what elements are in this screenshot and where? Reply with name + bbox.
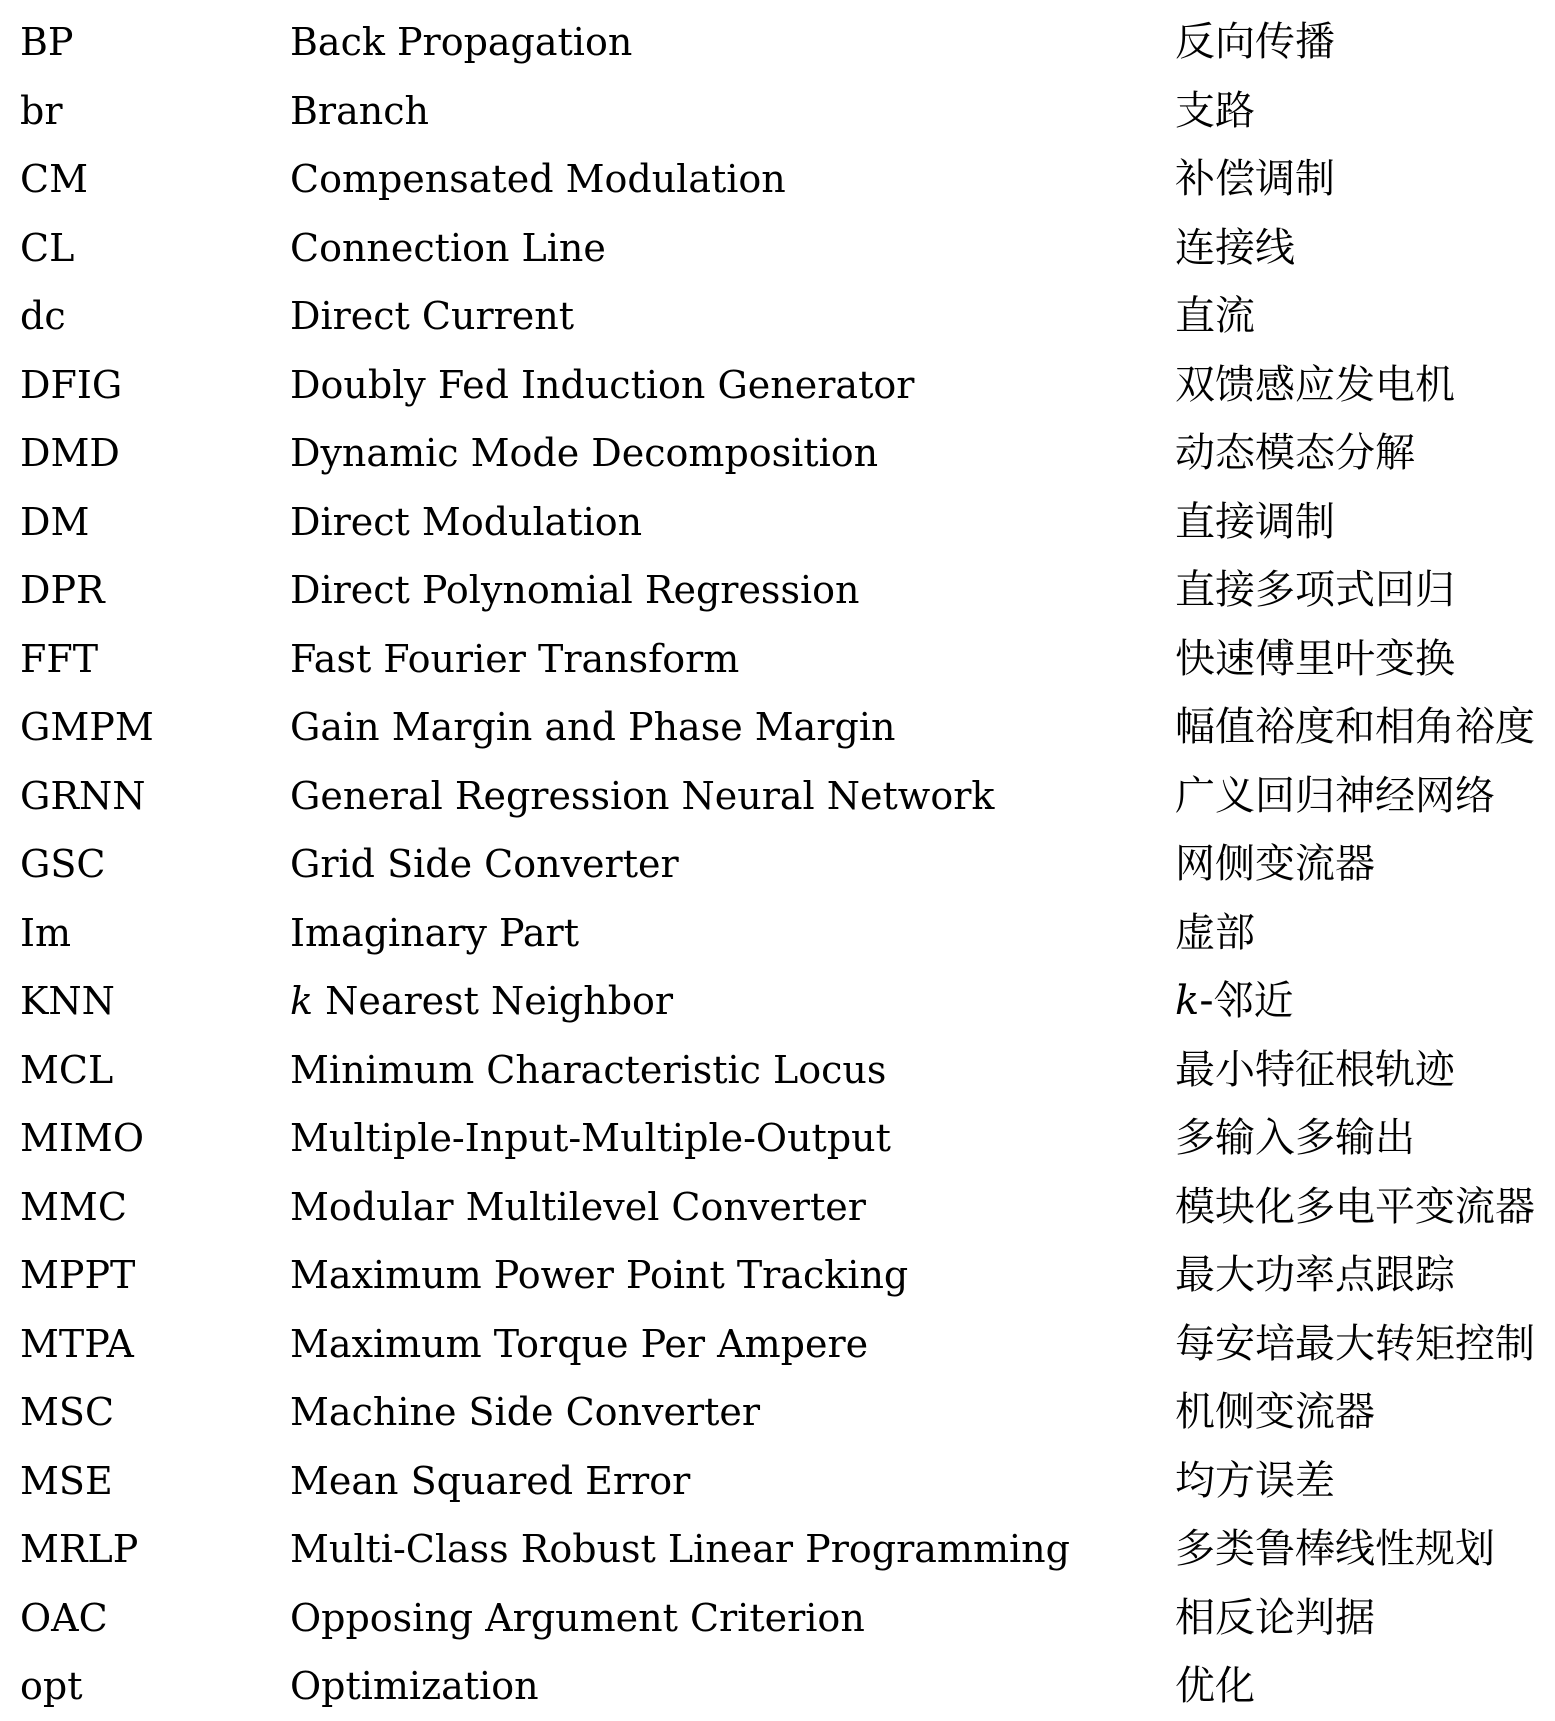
- abbreviation-cell: MSC: [20, 1390, 115, 1434]
- full-name-cell: Modular Multilevel Converter: [290, 1184, 866, 1229]
- full-name-cell: Imaginary Part: [290, 910, 579, 955]
- chinese-term-cell: 均方误差: [1175, 1457, 1335, 1504]
- table-row: [20, 1241, 1550, 1310]
- abbreviation-cell: MSE: [20, 1458, 113, 1503]
- full-name-cell: Maximum Power Point Tracking: [290, 1253, 909, 1297]
- table-row: [20, 556, 1550, 625]
- table-row: [20, 1173, 1550, 1242]
- table-row: [20, 693, 1550, 762]
- table-row: [20, 967, 1550, 1036]
- table-row: [20, 830, 1550, 899]
- full-name-cell: Minimum Characteristic Locus: [290, 1047, 887, 1092]
- table-row: [20, 1584, 1550, 1653]
- abbreviation-cell: BP: [20, 20, 74, 64]
- chinese-term-cell: 网侧变流器: [1175, 841, 1375, 887]
- abbreviation-cell: MCL: [20, 1047, 114, 1092]
- chinese-term-cell: 连接线: [1175, 224, 1295, 271]
- chinese-term-cell: 双馈感应发电机: [1175, 361, 1455, 408]
- abbreviation-cell: CM: [20, 157, 88, 201]
- chinese-term-cell: 优化: [1175, 1663, 1255, 1709]
- table-row: [20, 1104, 1550, 1173]
- chinese-term-cell: 支路: [1175, 87, 1255, 134]
- chinese-term-cell: 直接调制: [1175, 498, 1335, 545]
- chinese-term-cell: 幅值裕度和相角裕度: [1175, 704, 1535, 750]
- chinese-term-cell: [1175, 967, 1294, 1036]
- full-name-cell: Doubly Fed Induction Generator: [290, 362, 915, 407]
- table-row: [20, 625, 1550, 694]
- full-name-cell: Grid Side Converter: [290, 842, 679, 886]
- abbreviation-cell: DM: [20, 499, 90, 544]
- full-name-cell: [290, 967, 673, 1036]
- full-name-cell: Compensated Modulation: [290, 157, 786, 201]
- abbreviation-cell: GSC: [20, 842, 106, 886]
- table-row: [20, 899, 1550, 968]
- chinese-term-cell: 模块化多电平变流器: [1175, 1183, 1535, 1230]
- chinese-term-cell: 多类鲁棒线性规划: [1175, 1526, 1495, 1572]
- abbreviation-cell: MRLP: [20, 1527, 139, 1571]
- full-name-cell: Gain Margin and Phase Margin: [290, 705, 896, 749]
- abbreviation-cell: GRNN: [20, 773, 146, 818]
- chinese-term-cell: 虚部: [1175, 909, 1255, 956]
- table-row: [20, 8, 1550, 77]
- full-name-text: Nearest Neighbor: [313, 979, 674, 1023]
- table-row: [20, 77, 1550, 146]
- full-name-cell: Direct Current: [290, 294, 575, 338]
- abbreviation-cell: KNN: [20, 979, 115, 1023]
- table-row: [20, 145, 1550, 214]
- full-name-cell: Dynamic Mode Decomposition: [290, 431, 879, 475]
- abbreviation-cell: MIMO: [20, 1116, 144, 1160]
- abbreviation-cell: DPR: [20, 568, 105, 612]
- full-name-cell: Connection Line: [290, 225, 606, 270]
- chinese-term-cell: 动态模态分解: [1175, 430, 1415, 476]
- chinese-term-cell: 快速傅里叶变换: [1175, 635, 1455, 682]
- table-row: [20, 1378, 1550, 1447]
- chinese-term-cell: 机侧变流器: [1175, 1389, 1375, 1435]
- chinese-term-cell: 反向传播: [1175, 19, 1335, 65]
- chinese-term-cell: 直流: [1175, 293, 1255, 339]
- italic-variable: k: [290, 979, 314, 1023]
- chinese-term-cell: 最大功率点跟踪: [1175, 1252, 1455, 1298]
- abbreviation-cell: Im: [20, 910, 72, 955]
- table-row: [20, 762, 1550, 831]
- full-name-cell: Maximum Torque Per Ampere: [290, 1321, 869, 1366]
- abbreviation-cell: DMD: [20, 431, 120, 475]
- table-row: [20, 282, 1550, 351]
- table-row: [20, 488, 1550, 557]
- abbreviation-cell: OAC: [20, 1595, 108, 1640]
- abbreviation-cell: MTPA: [20, 1321, 134, 1366]
- table-row: [20, 1447, 1550, 1516]
- full-name-cell: Direct Modulation: [290, 499, 643, 544]
- abbreviation-cell: FFT: [20, 636, 99, 681]
- chinese-term-cell: 广义回归神经网络: [1175, 772, 1495, 819]
- chinese-term-cell: 补偿调制: [1175, 156, 1335, 202]
- italic-variable: k: [1175, 978, 1200, 1024]
- full-name-cell: Branch: [290, 88, 429, 133]
- chinese-term-cell: 最小特征根轨迹: [1175, 1046, 1455, 1093]
- abbreviation-cell: DFIG: [20, 362, 123, 407]
- abbreviation-cell: MMC: [20, 1184, 127, 1229]
- table-row: [20, 1310, 1550, 1379]
- table-row: [20, 419, 1550, 488]
- full-name-cell: Machine Side Converter: [290, 1390, 761, 1434]
- full-name-cell: Back Propagation: [290, 20, 633, 64]
- table-row: [20, 351, 1550, 420]
- full-name-cell: General Regression Neural Network: [290, 773, 995, 818]
- full-name-cell: Mean Squared Error: [290, 1458, 691, 1503]
- full-name-cell: Multi-Class Robust Linear Programming: [290, 1527, 1070, 1571]
- full-name-cell: Opposing Argument Criterion: [290, 1595, 865, 1640]
- abbreviation-cell: MPPT: [20, 1253, 136, 1297]
- table-row: [20, 214, 1550, 283]
- chinese-term-cell: 相反论判据: [1175, 1594, 1375, 1641]
- chinese-term-cell: 直接多项式回归: [1175, 567, 1455, 613]
- table-row: [20, 1515, 1550, 1584]
- chinese-term-cell: 每安培最大转矩控制: [1175, 1320, 1535, 1367]
- full-name-cell: Direct Polynomial Regression: [290, 568, 860, 612]
- abbreviation-cell: opt: [20, 1664, 83, 1708]
- chinese-term-text: -邻近: [1199, 978, 1294, 1024]
- abbreviation-cell: dc: [20, 294, 66, 338]
- abbreviation-cell: br: [20, 88, 63, 133]
- table-row: [20, 1652, 1550, 1721]
- abbreviation-table: [20, 8, 1550, 1721]
- abbreviation-cell: CL: [20, 225, 75, 270]
- full-name-cell: Optimization: [290, 1664, 539, 1708]
- table-row: [20, 1036, 1550, 1105]
- full-name-cell: Multiple-Input-Multiple-Output: [290, 1116, 891, 1160]
- chinese-term-cell: 多输入多输出: [1175, 1115, 1415, 1161]
- full-name-cell: Fast Fourier Transform: [290, 636, 740, 681]
- abbreviation-cell: GMPM: [20, 705, 154, 749]
